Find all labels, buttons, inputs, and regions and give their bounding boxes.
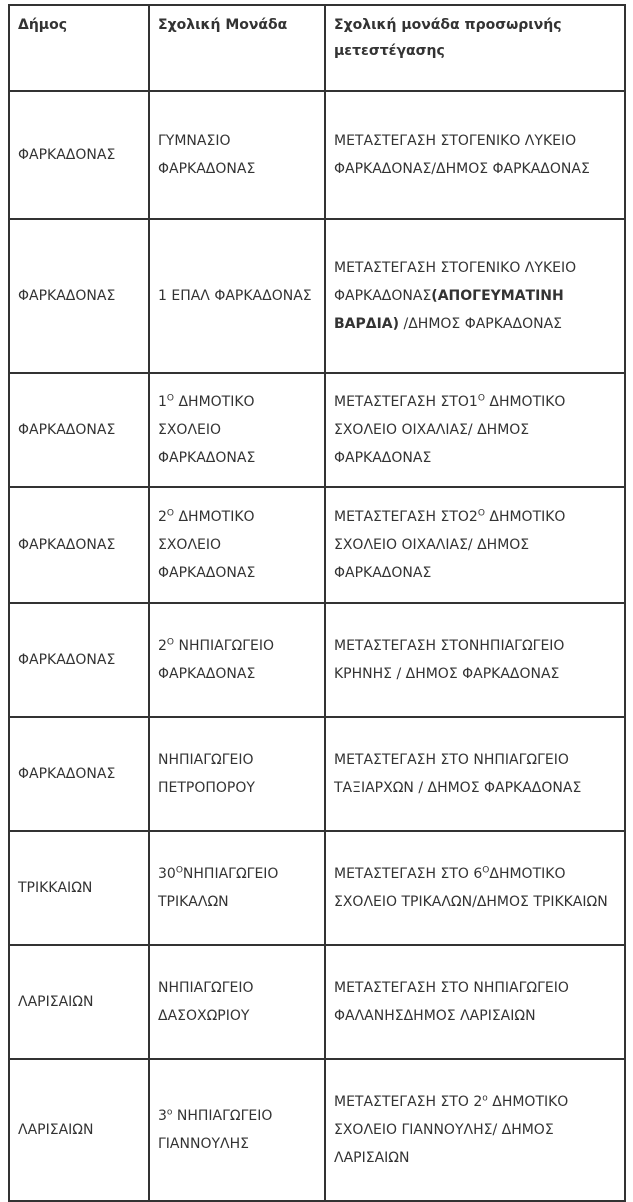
table-row [9, 831, 625, 945]
ordinal-mark: ο [482, 1093, 488, 1104]
afternoon-shift-note: (ΑΠΟΓΕΥΜΑΤΙΝΗ ΒΑΡΔΙΑ) [334, 288, 564, 332]
cell-temporary-school [325, 219, 625, 373]
ordinal-mark: Ο [477, 393, 485, 404]
temporary-text: ΜΕΤΑΣΤΕΓΑΣΗ ΣΤΟ 2 [334, 1094, 483, 1110]
cell-municipality: ΦΑΡΚΑΔΟΝΑΣ [9, 603, 149, 717]
ordinal-mark: Ο [166, 393, 175, 404]
cell-temporary-school [325, 831, 625, 945]
cell-school: ΝΗΠΙΑΓΩΓΕΙΟ ΠΕΤΡΟΠΟΡΟΥ [149, 717, 325, 831]
cell-school: 1 ΕΠΑΛ ΦΑΡΚΑΔΟΝΑΣ [149, 219, 325, 373]
table-row [9, 487, 625, 603]
school-number: 1 [158, 394, 167, 410]
cell-temporary-school: ΜΕΤΑΣΤΕΓΑΣΗ ΣΤΟ ΝΗΠΙΑΓΩΓΕΙΟ ΤΑΞΙΑΡΧΩΝ / ΔΗΜΟΣ ΦΑΡΚΑΔΟΝΑΣ [325, 717, 625, 831]
cell-municipality: ΤΡΙΚΚΑΙΩΝ [9, 831, 149, 945]
school-number: 30 [158, 866, 176, 882]
cell-municipality: ΛΑΡΙΣΑΙΩΝ [9, 1059, 149, 1201]
school-number: 2 [158, 638, 167, 654]
table-row [9, 219, 625, 373]
cell-temporary-school: ΜΕΤΑΣΤΕΓΑΣΗ ΣΤΟ ΝΗΠΙΑΓΩΓΕΙΟ ΦΑΛΑΝΗΣΔΗΜΟΣ ΛΑΡΙΣΑΙΩΝ [325, 945, 625, 1059]
table-row [9, 373, 625, 487]
table-row [9, 945, 625, 1059]
cell-municipality: ΦΑΡΚΑΔΟΝΑΣ [9, 717, 149, 831]
cell-municipality: ΦΑΡΚΑΔΟΝΑΣ [9, 219, 149, 373]
school-number: 3 [158, 1108, 167, 1124]
cell-municipality: ΛΑΡΙΣΑΙΩΝ [9, 945, 149, 1059]
cell-municipality: ΦΑΡΚΑΔΟΝΑΣ [9, 373, 149, 487]
cell-school: ΓΥΜΝΑΣΙΟ ΦΑΡΚΑΔΟΝΑΣ [149, 91, 325, 219]
cell-temporary-school [325, 1059, 625, 1201]
ordinal-mark: Ο [175, 865, 183, 876]
cell-temporary-school: ΜΕΤΑΣΤΕΓΑΣΗ ΣΤΟΝΗΠΙΑΓΩΓΕΙΟ ΚΡΗΝΗΣ / ΔΗΜΟΣ ΦΑΡΚΑΔΟΝΑΣ [325, 603, 625, 717]
table-row [9, 717, 625, 831]
ordinal-mark: Ο [477, 508, 485, 519]
cell-school [149, 487, 325, 603]
table-row [9, 603, 625, 717]
ordinal-mark: Ο [482, 865, 490, 876]
temporary-text-end: ΔΗΜΟΤΙΚΟ ΣΧΟΛΕΙΟ ΓΙΑΝΝΟΥΛΗΣ/ ΔΗΜΟΣ ΛΑΡΙΣΑΙΩΝ [334, 1094, 569, 1166]
temporary-text-end: ΔΗΜΟΤΙΚΟ ΣΧΟΛΕΙΟ ΤΡΙΚΑΛΩΝ/ΔΗΜΟΣ ΤΡΙΚΚΑΙΩΝ [334, 866, 608, 910]
ordinal-mark: ο [166, 1107, 173, 1118]
cell-school [149, 603, 325, 717]
school-text: ΝΗΠΙΑΓΩΓΕΙΟ ΦΑΡΚΑΔΟΝΑΣ [158, 638, 274, 682]
cell-school: ΝΗΠΙΑΓΩΓΕΙΟ ΔΑΣΟΧΩΡΙΟΥ [149, 945, 325, 1059]
table-row [9, 91, 625, 219]
header-temporary-school: Σχολική μονάδα προσωρινής μετεστέγασης [325, 5, 625, 91]
school-number: 2 [158, 509, 167, 525]
temporary-text-end: ΔΗΜΟΤΙΚΟ ΣΧΟΛΕΙΟ ΟΙΧΑΛΙΑΣ/ ΔΗΜΟΣ ΦΑΡΚΑΔΟΝΑΣ [334, 509, 566, 581]
cell-temporary-school [325, 487, 625, 603]
table-header-row [9, 5, 625, 91]
cell-municipality: ΦΑΡΚΑΔΟΝΑΣ [9, 487, 149, 603]
school-relocation-table [8, 4, 626, 1202]
cell-temporary-school: ΜΕΤΑΣΤΕΓΑΣΗ ΣΤΟΓΕΝΙΚΟ ΛΥΚΕΙΟ ΦΑΡΚΑΔΟΝΑΣ/ΔΗΜΟΣ ΦΑΡΚΑΔΟΝΑΣ [325, 91, 625, 219]
school-text: ΝΗΠΙΑΓΩΓΕΙΟ ΓΙΑΝΝΟΥΛΗΣ [158, 1108, 273, 1152]
cell-school [149, 831, 325, 945]
temporary-text: ΜΕΤΑΣΤΕΓΑΣΗ ΣΤΟ 6 [334, 866, 483, 882]
temporary-text: ΜΕΤΑΣΤΕΓΑΣΗ ΣΤΟ2 [334, 509, 478, 525]
table-row [9, 1059, 625, 1201]
school-text: ΝΗΠΙΑΓΩΓΕΙΟ ΤΡΙΚΑΛΩΝ [158, 866, 279, 910]
temporary-text-end: /ΔΗΜΟΣ ΦΑΡΚΑΔΟΝΑΣ [399, 316, 563, 332]
school-text: ΔΗΜΟΤΙΚΟ ΣΧΟΛΕΙΟ ΦΑΡΚΑΔΟΝΑΣ [158, 509, 256, 581]
ordinal-mark: Ο [166, 508, 175, 519]
temporary-text: ΜΕΤΑΣΤΕΓΑΣΗ ΣΤΟΓΕΝΙΚΟ ΛΥΚΕΙΟ ΦΑΡΚΑΔΟΝΑΣ [334, 260, 577, 304]
header-school: Σχολική Μονάδα [149, 5, 325, 91]
ordinal-mark: Ο [166, 637, 175, 648]
header-municipality: Δήμος [9, 5, 149, 91]
school-text: ΔΗΜΟΤΙΚΟ ΣΧΟΛΕΙΟ ΦΑΡΚΑΔΟΝΑΣ [158, 394, 256, 466]
temporary-text-end: ΔΗΜΟΤΙΚΟ ΣΧΟΛΕΙΟ ΟΙΧΑΛΙΑΣ/ ΔΗΜΟΣ ΦΑΡΚΑΔΟΝΑΣ [334, 394, 566, 466]
temporary-text: ΜΕΤΑΣΤΕΓΑΣΗ ΣΤΟ1 [334, 394, 478, 410]
cell-temporary-school [325, 373, 625, 487]
cell-school [149, 373, 325, 487]
cell-school [149, 1059, 325, 1201]
cell-municipality: ΦΑΡΚΑΔΟΝΑΣ [9, 91, 149, 219]
